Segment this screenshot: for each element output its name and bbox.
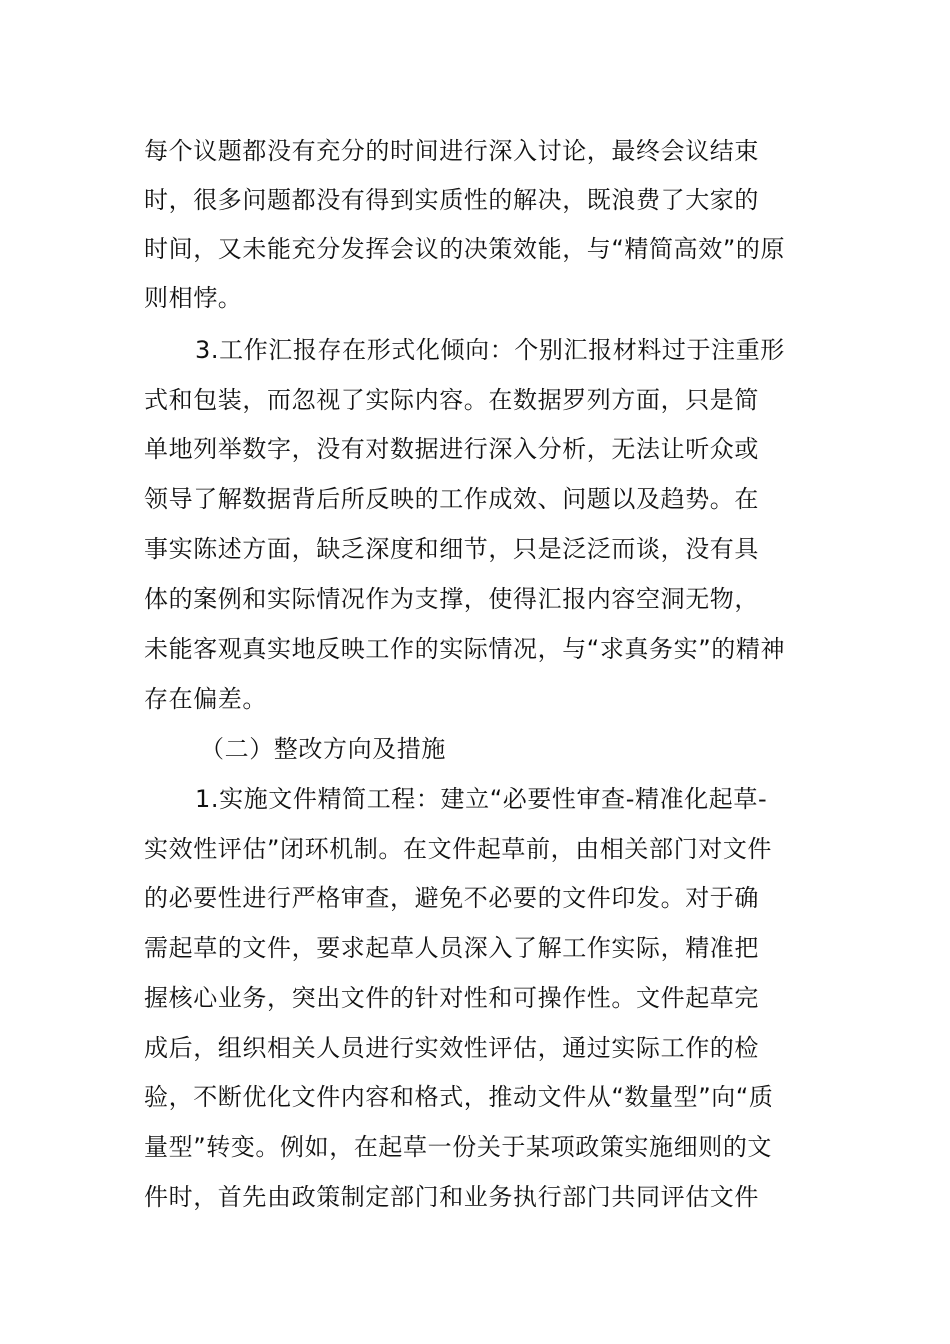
text-line: 每个议题都没有充分的时间进行深入讨论，最终会议结束 bbox=[144, 137, 759, 165]
text-line: 体的案例和实际情况作为支撑，使得汇报内容空洞无物， bbox=[144, 585, 759, 613]
text-line: 的必要性进行严格审查，避免不必要的文件印发。对于确 bbox=[144, 884, 759, 912]
text-line: 时间，又未能充分发挥会议的决策效能，与“精简高效”的原 bbox=[144, 235, 786, 263]
text-line: 量型”转变。例如，在起草一份关于某项政策实施细则的文 bbox=[144, 1133, 773, 1161]
text-line: 未能客观真实地反映工作的实际情况，与“求真务实”的精神 bbox=[144, 635, 786, 663]
text-line: 式和包装，而忽视了实际内容。在数据罗列方面，只是简 bbox=[144, 386, 759, 414]
text-line: 握核心业务，突出文件的针对性和可操作性。文件起草完 bbox=[144, 984, 759, 1012]
text-line: 事实陈述方面，缺乏深度和细节，只是泛泛而谈，没有具 bbox=[144, 535, 759, 563]
text-line: 实效性评估”闭环机制。在文件起草前，由相关部门对文件 bbox=[144, 835, 773, 863]
text-line: 单地列举数字，没有对数据进行深入分析，无法让听众或 bbox=[144, 435, 759, 463]
text-line: 1.实施文件精简工程：建立“必要性审查-精准化起草- bbox=[195, 785, 768, 813]
text-line: 成后，组织相关人员进行实效性评估，通过实际工作的检 bbox=[144, 1034, 759, 1062]
text-line: 需起草的文件，要求起草人员深入了解工作实际，精准把 bbox=[144, 934, 759, 962]
section-heading: （二）整改方向及措施 bbox=[200, 735, 446, 763]
text-line: 时，很多问题都没有得到实质性的解决，既浪费了大家的 bbox=[144, 186, 759, 214]
text-line: 3.工作汇报存在形式化倾向：个别汇报材料过于注重形 bbox=[195, 336, 785, 364]
text-line: 则相悖。 bbox=[144, 284, 243, 312]
text-line: 领导了解数据背后所反映的工作成效、问题以及趋势。在 bbox=[144, 485, 759, 513]
text-line: 存在偏差。 bbox=[144, 685, 267, 713]
text-line: 件时，首先由政策制定部门和业务执行部门共同评估文件 bbox=[144, 1183, 759, 1211]
text-line: 验，不断优化文件内容和格式，推动文件从“数量型”向“质 bbox=[144, 1083, 774, 1111]
